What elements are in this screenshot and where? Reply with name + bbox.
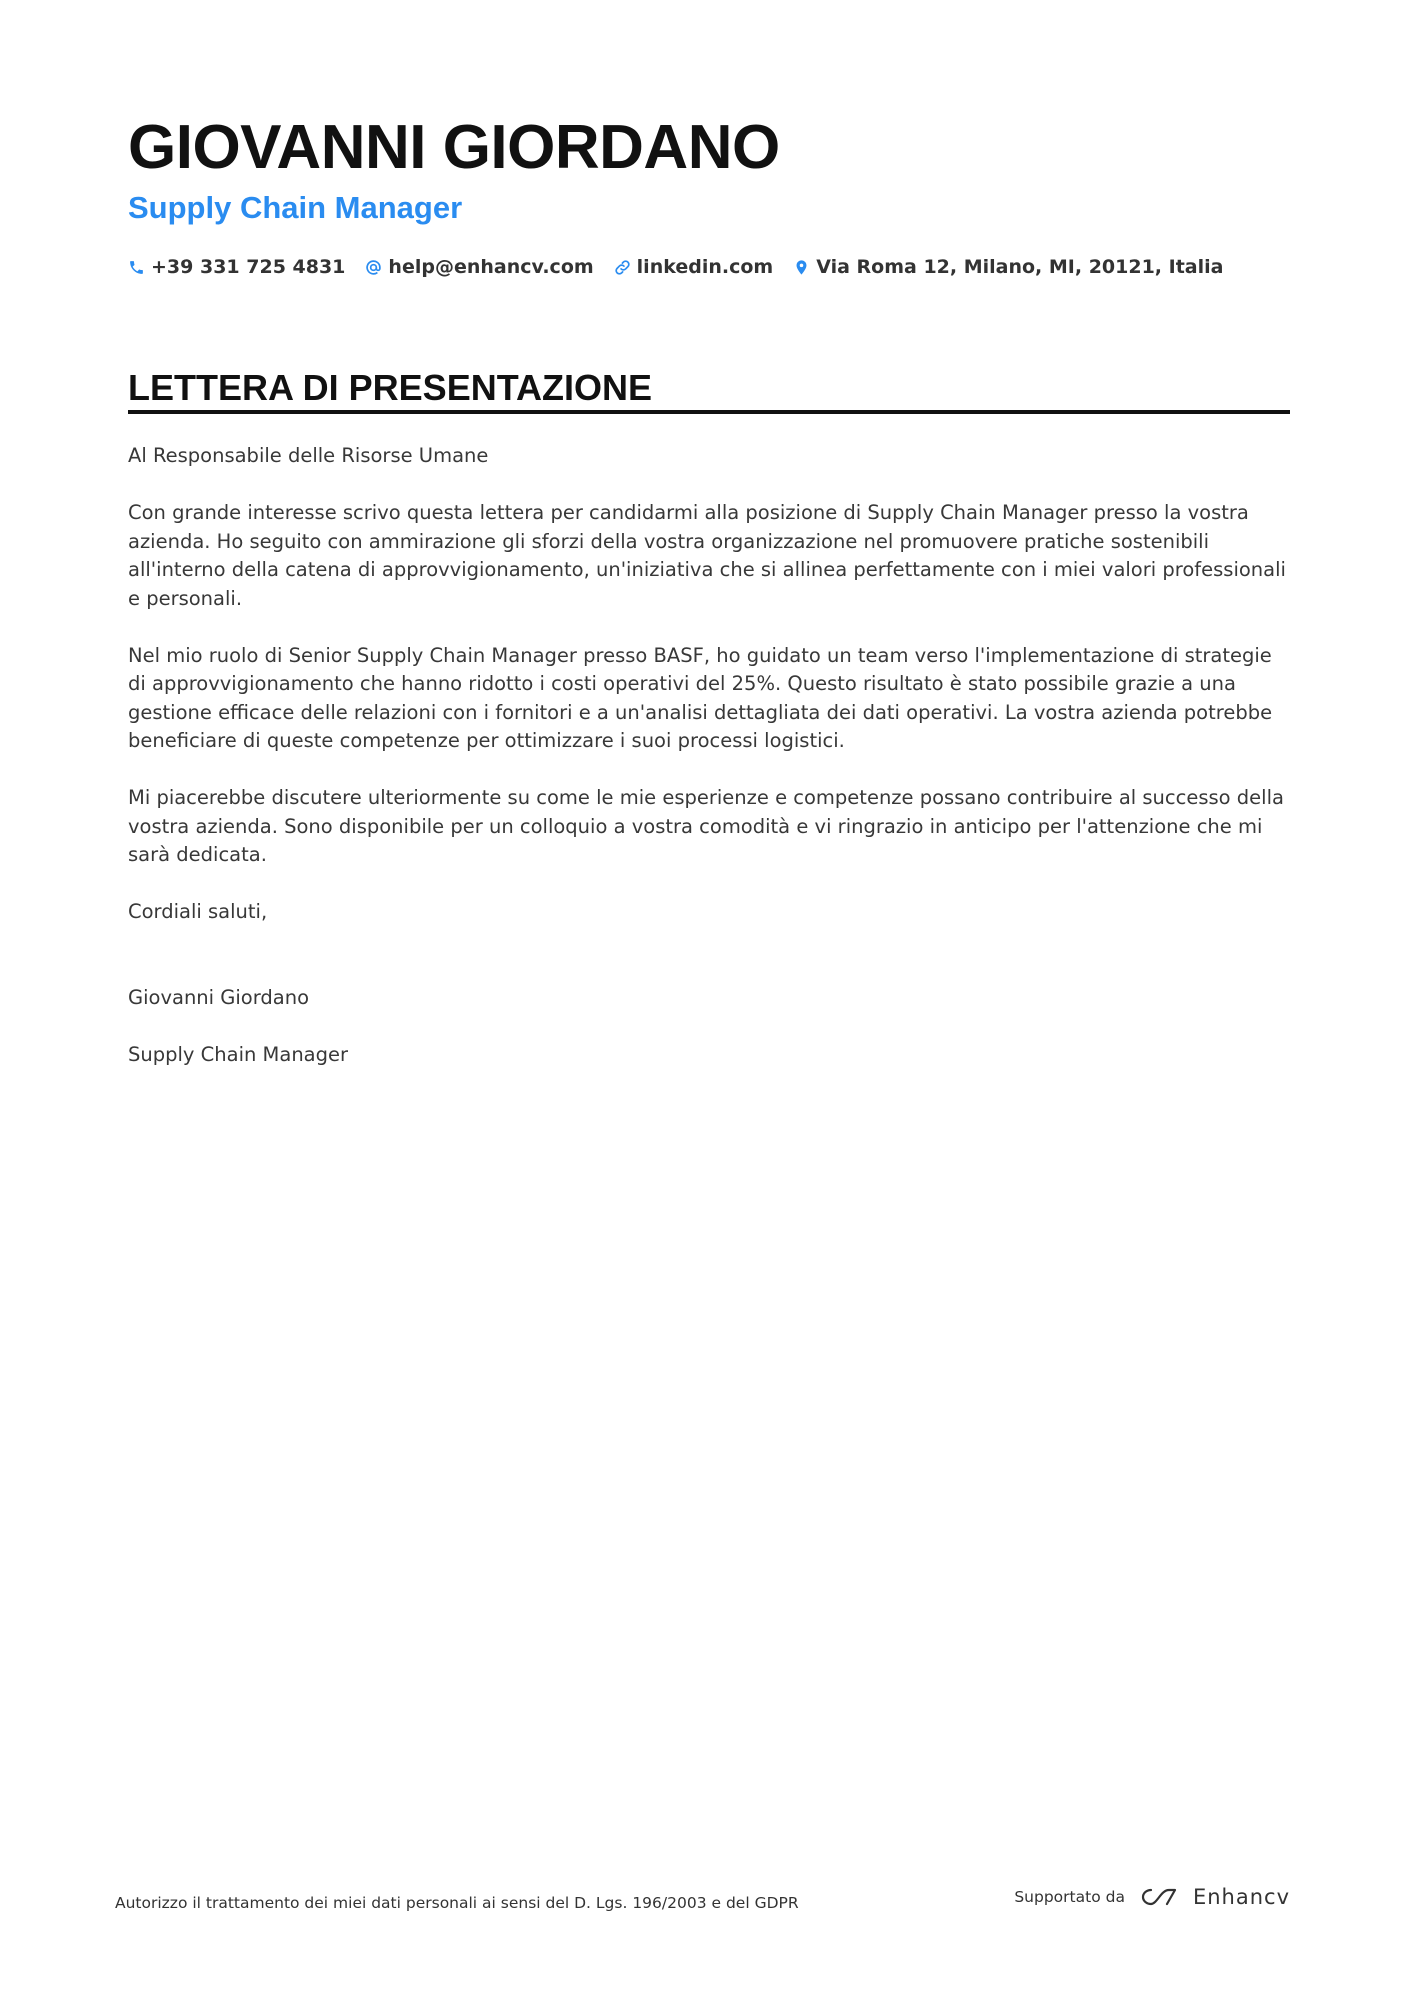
- email-address: help@enhancv.com: [388, 256, 594, 278]
- phone-number: +39 331 725 4831: [151, 256, 346, 278]
- phone-icon: [128, 259, 145, 276]
- link-icon: [614, 259, 631, 276]
- signature-name: Giovanni Giordano: [128, 985, 310, 1009]
- location-pin-icon: [793, 259, 810, 276]
- closing: Cordiali saluti,: [128, 900, 268, 923]
- letter-body: [128, 442, 1290, 1098]
- contact-email[interactable]: [365, 256, 593, 278]
- powered-by-label: Supportato da: [1014, 1888, 1125, 1906]
- signature-title: Supply Chain Manager: [128, 1042, 349, 1066]
- powered-by[interactable]: [1014, 1884, 1290, 1910]
- contact-phone: [128, 256, 345, 278]
- letter-paragraph-1: Con grande interesse scrivo questa lettera per candidarmi alla posizione di Supply Chain Manager presso la vostra azienda. Ho seguito con ammirazione gli sforzi della vostra organizzazione nel promuovere pratiche sostenibili all'interno della catena di approvvigionamento, un'iniziativa che si allinea perfettamente con i miei valori professionali e personali.: [128, 501, 1286, 610]
- brand-name: Enhancv: [1192, 1885, 1290, 1909]
- address-text: Via Roma 12, Milano, MI, 20121, Italia: [816, 256, 1224, 278]
- salutation: Al Responsabile delle Risorse Umane: [128, 444, 489, 467]
- section-divider: [128, 410, 1290, 414]
- candidate-role: Supply Chain Manager: [128, 190, 463, 225]
- at-icon: [365, 259, 382, 276]
- contact-bar: [128, 256, 1290, 278]
- enhancv-logo-icon: [1137, 1884, 1183, 1910]
- candidate-name: GIOVANNI GIORDANO: [128, 113, 780, 182]
- contact-linkedin[interactable]: [614, 256, 774, 278]
- contact-address: [793, 256, 1223, 278]
- consent-note: Autorizzo il trattamento dei miei dati personali ai sensi del D. Lgs. 196/2003 e del GDPR: [115, 1894, 799, 1912]
- section-title: LETTERA DI PRESENTAZIONE: [128, 367, 653, 408]
- letter-paragraph-3: Mi piacerebbe discutere ulteriormente su come le mie esperienze e competenze possano contribuire al successo della vostra azienda. Sono disponibile per un colloquio a vostra comodità e vi ringrazio in anticipo per l'attenzione che mi sarà dedicata.: [128, 786, 1284, 866]
- header: [128, 110, 1290, 278]
- letter-paragraph-2: Nel mio ruolo di Senior Supply Chain Manager presso BASF, ho guidato un team verso l'implementazione di strategie di approvvigionamento che hanno ridotto i costi operativi del 25%. Questo risultato è stato possibile grazie a una gestione efficace delle relazioni con i fornitori e a un'analisi dettagliata dei dati operativi. La vostra azienda potrebbe beneficiare di queste competenze per ottimizzare i suoi processi logistici.: [128, 643, 1273, 752]
- linkedin-link: linkedin.com: [636, 256, 774, 278]
